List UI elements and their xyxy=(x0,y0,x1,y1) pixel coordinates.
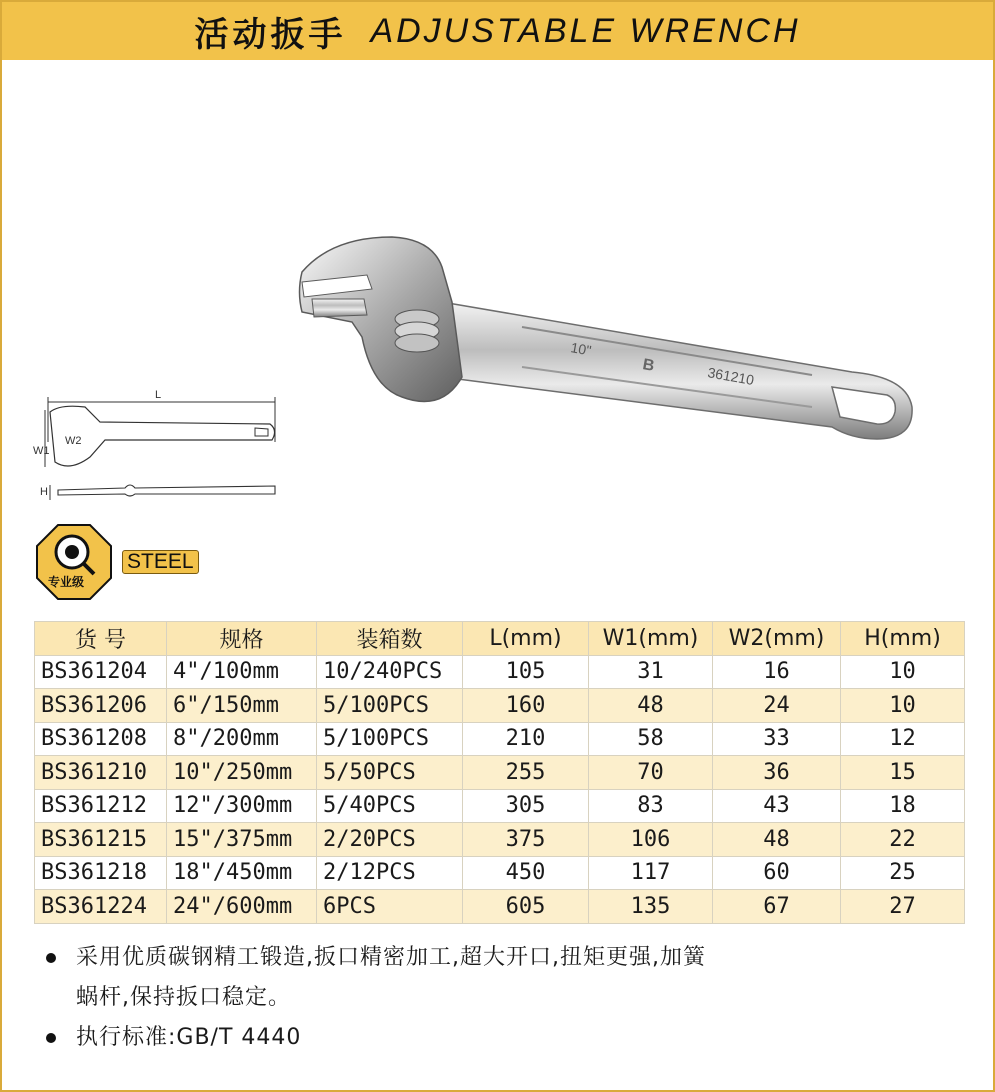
cell-h: 15 xyxy=(841,756,965,790)
note-text-cont: 蜗杆,保持扳口稳定。 xyxy=(76,985,291,1010)
note-item xyxy=(42,1018,972,1058)
cell-l: 105 xyxy=(463,655,589,689)
cell-item-no: BS361206 xyxy=(35,689,167,723)
cell-packing: 5/100PCS xyxy=(317,722,463,756)
cell-w1: 48 xyxy=(589,689,713,723)
title-bar xyxy=(2,2,993,60)
cell-packing: 5/100PCS xyxy=(317,689,463,723)
cell-w2: 33 xyxy=(713,722,841,756)
cell-spec: 8"/200mm xyxy=(167,722,317,756)
engraving-size: 10" xyxy=(569,339,593,359)
cell-item-no: BS361218 xyxy=(35,856,167,890)
cell-spec: 6"/150mm xyxy=(167,689,317,723)
col-header-l: L(mm) xyxy=(463,622,589,656)
cell-l: 605 xyxy=(463,890,589,924)
cell-l: 305 xyxy=(463,789,589,823)
table-row xyxy=(35,756,965,790)
cell-w1: 117 xyxy=(589,856,713,890)
cell-spec: 24"/600mm xyxy=(167,890,317,924)
label-w2: W2 xyxy=(65,435,82,447)
cell-l: 450 xyxy=(463,856,589,890)
label-l: L xyxy=(155,389,162,401)
col-header-item-no: 货 号 xyxy=(35,622,167,656)
cell-item-no: BS361224 xyxy=(35,890,167,924)
cell-packing: 2/20PCS xyxy=(317,823,463,857)
cell-w1: 58 xyxy=(589,722,713,756)
dimension-diagram xyxy=(30,382,290,502)
cell-h: 10 xyxy=(841,655,965,689)
cell-spec: 12"/300mm xyxy=(167,789,317,823)
bullet-icon xyxy=(46,953,56,963)
cell-spec: 15"/375mm xyxy=(167,823,317,857)
table-row xyxy=(35,722,965,756)
spec-table xyxy=(34,621,965,924)
cell-item-no: BS361204 xyxy=(35,655,167,689)
cell-packing: 5/40PCS xyxy=(317,789,463,823)
worm-screw xyxy=(395,310,439,352)
note-item xyxy=(42,938,972,1018)
cell-item-no: BS361215 xyxy=(35,823,167,857)
cell-spec: 18"/450mm xyxy=(167,856,317,890)
pro-badge-text: 专业级 xyxy=(48,575,85,589)
col-header-packing: 装箱数 xyxy=(317,622,463,656)
table-row xyxy=(35,689,965,723)
engraving-code: 361210 xyxy=(706,364,756,389)
cell-l: 160 xyxy=(463,689,589,723)
col-header-h: H(mm) xyxy=(841,622,965,656)
cell-h: 22 xyxy=(841,823,965,857)
standard-text: 执行标准:GB/T 4440 xyxy=(76,1025,302,1050)
cell-item-no: BS361208 xyxy=(35,722,167,756)
cell-item-no: BS361212 xyxy=(35,789,167,823)
cell-item-no: BS361210 xyxy=(35,756,167,790)
wrench-handle xyxy=(442,302,912,439)
cell-h: 25 xyxy=(841,856,965,890)
cell-packing: 5/50PCS xyxy=(317,756,463,790)
cell-w2: 48 xyxy=(713,823,841,857)
label-w1: W1 xyxy=(33,445,50,457)
bullet-icon xyxy=(46,1033,56,1043)
cell-w2: 36 xyxy=(713,756,841,790)
cell-w2: 43 xyxy=(713,789,841,823)
label-h: H xyxy=(40,486,48,498)
cell-w2: 60 xyxy=(713,856,841,890)
cell-w1: 70 xyxy=(589,756,713,790)
professional-grade-badge xyxy=(34,522,114,602)
material-tag: STEEL xyxy=(122,550,199,574)
cell-h: 27 xyxy=(841,890,965,924)
col-header-w2: W2(mm) xyxy=(713,622,841,656)
cell-w1: 135 xyxy=(589,890,713,924)
cell-w2: 24 xyxy=(713,689,841,723)
cell-w1: 31 xyxy=(589,655,713,689)
col-header-spec: 规格 xyxy=(167,622,317,656)
cell-w2: 16 xyxy=(713,655,841,689)
table-row xyxy=(35,890,965,924)
cell-w2: 67 xyxy=(713,890,841,924)
cell-l: 255 xyxy=(463,756,589,790)
cell-h: 12 xyxy=(841,722,965,756)
brand-mark: B xyxy=(641,356,656,375)
note-text: 采用优质碳钢精工锻造,扳口精密加工,超大开口,扭矩更强,加簧 xyxy=(76,945,706,970)
cell-w1: 106 xyxy=(589,823,713,857)
table-row xyxy=(35,856,965,890)
table-header-row xyxy=(35,622,965,656)
wrench-photo xyxy=(292,227,922,457)
cell-l: 375 xyxy=(463,823,589,857)
col-header-w1: W1(mm) xyxy=(589,622,713,656)
page-title-cn: 活动扳手 xyxy=(194,14,347,55)
cell-l: 210 xyxy=(463,722,589,756)
cell-h: 18 xyxy=(841,789,965,823)
cell-packing: 6PCS xyxy=(317,890,463,924)
cell-packing: 2/12PCS xyxy=(317,856,463,890)
table-row xyxy=(35,823,965,857)
table-row xyxy=(35,655,965,689)
feature-notes xyxy=(42,938,972,1058)
cell-packing: 10/240PCS xyxy=(317,655,463,689)
cell-w1: 83 xyxy=(589,789,713,823)
cell-h: 10 xyxy=(841,689,965,723)
cell-spec: 4"/100mm xyxy=(167,655,317,689)
badge-row xyxy=(34,522,199,602)
table-row xyxy=(35,789,965,823)
cell-spec: 10"/250mm xyxy=(167,756,317,790)
page-title-en: ADJUSTABLE WRENCH xyxy=(370,11,801,50)
